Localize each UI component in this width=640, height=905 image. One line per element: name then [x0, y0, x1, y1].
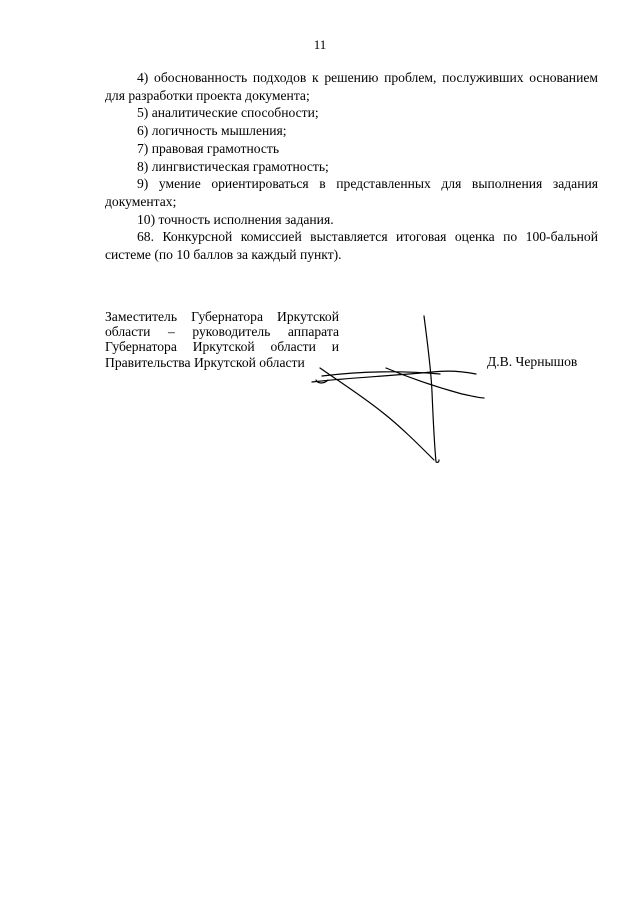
list-item: 8) лингвистическая грамотность; — [137, 158, 329, 174]
handwritten-signature — [300, 300, 500, 470]
signer-position-line: области – руководитель аппарата — [105, 324, 339, 340]
document-body — [105, 69, 598, 264]
signer-position-line: Правительства Иркутской области — [105, 354, 305, 370]
list-item: 6) логичность мышления; — [137, 123, 287, 139]
page-number: 11 — [313, 37, 327, 52]
list-item: 7) правовая грамотность — [137, 140, 280, 156]
list-item: 9) умение ориентироваться в представленных для выполнения задания документах; — [105, 176, 598, 209]
signer-position-line: Губернатора Иркутской области и — [105, 339, 339, 355]
signer-position-line: Заместитель Губернатора Иркутской — [105, 309, 339, 324]
list-item: 10) точность исполнения задания. — [137, 211, 334, 227]
signer-name: Д.В. Чернышов — [487, 354, 578, 369]
list-item: 4) обоснованность подходов к решению проблем, послуживших основанием для разработки проекта документа; — [105, 70, 598, 103]
paragraph: 68. Конкурсной комиссией выставляется итоговая оценка по 100-бальной системе (по 10 баллов за каждый пункт). — [105, 229, 598, 263]
list-item: 5) аналитические способности; — [137, 105, 319, 121]
